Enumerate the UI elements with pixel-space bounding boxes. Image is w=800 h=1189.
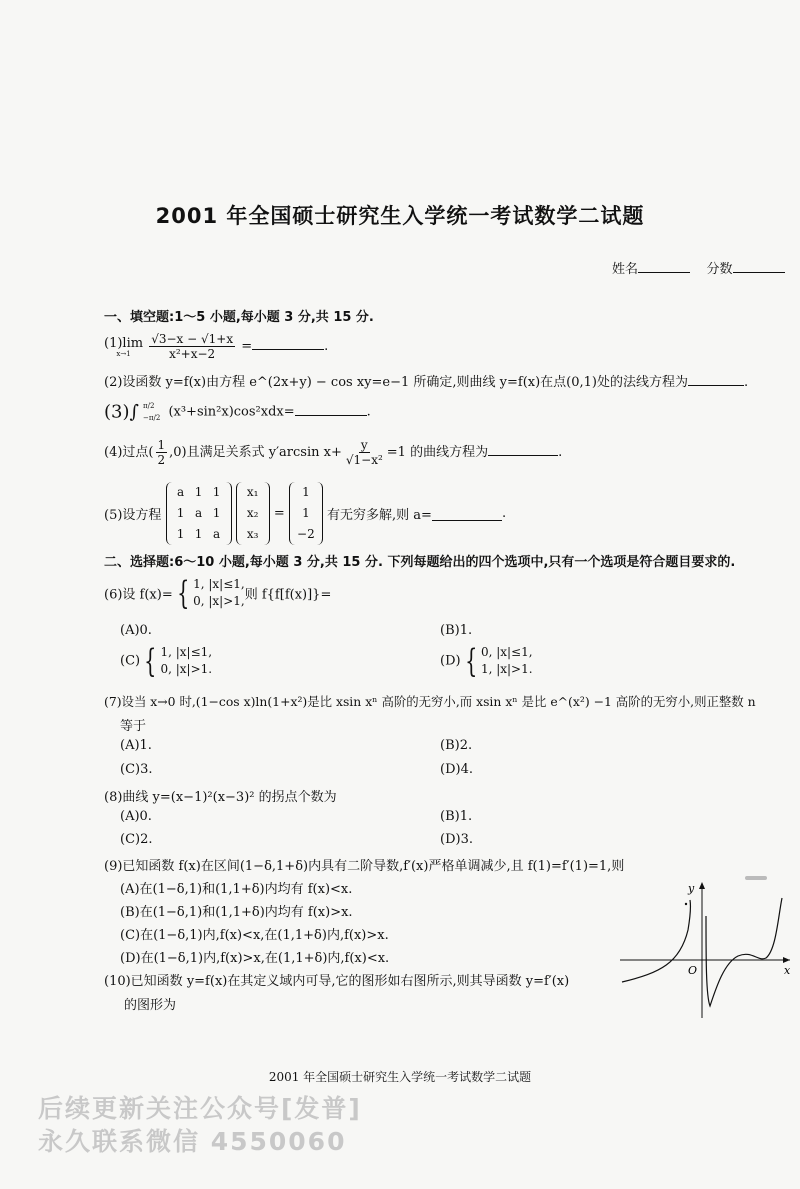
q5-x3: x₃ bbox=[246, 527, 259, 541]
name-blank bbox=[638, 258, 690, 273]
q4-num: y bbox=[360, 438, 368, 452]
q1-numerator: √3−x − √1+x bbox=[151, 332, 234, 346]
q5-suffix: 有无穷多解,则 a= bbox=[327, 508, 432, 523]
question-8: (8)曲线 y=(x−1)²(x−3)² 的拐点个数为 bbox=[104, 790, 337, 805]
q8-option-d[interactable]: (D)3. bbox=[440, 832, 473, 847]
q6-brace: { bbox=[176, 574, 190, 612]
q5-rhs-vector bbox=[289, 482, 323, 545]
q8-option-b[interactable]: (B)1. bbox=[440, 809, 473, 824]
score-blank bbox=[733, 258, 785, 273]
q3-lower: −π/2 bbox=[143, 414, 161, 422]
q4-mid: ,0)且满足关系式 y′arcsin x+ bbox=[169, 445, 342, 460]
question-7-line2: 等于 bbox=[120, 719, 147, 734]
q4-prefix: (4)过点( bbox=[104, 445, 154, 460]
q6-option-b[interactable]: (B)1. bbox=[440, 623, 473, 638]
name-label: 姓名 bbox=[612, 262, 639, 277]
q2-blank bbox=[688, 371, 744, 386]
q9-option-b[interactable]: (B)在(1−δ,1)和(1,1+δ)内均有 f(x)>x. bbox=[120, 905, 353, 920]
q7-option-a[interactable]: (A)1. bbox=[120, 738, 152, 753]
q6-option-d-cases bbox=[481, 644, 533, 678]
graph-x-arrow bbox=[783, 957, 790, 963]
q6-option-c-case2: 0, |x|>1. bbox=[160, 662, 213, 676]
q1-lim-sub: x→1 bbox=[116, 350, 131, 358]
q5-m23: 1 bbox=[212, 506, 221, 520]
graph-y-label: y bbox=[688, 882, 695, 895]
question-4: (4)过点( $\frac{1}{2}$ ,0)且满足关系式 y′arcsin x+ $\frac{y}{\text{√1−x²}}$ =1 的曲线方程为 . bbox=[104, 438, 563, 467]
q5-prefix: (5)设方程 bbox=[104, 508, 162, 523]
q5-variable-vector bbox=[236, 482, 270, 545]
question-10-line2: 的图形为 bbox=[124, 998, 177, 1013]
q3-body: (x³+sin²x)cos²xdx= bbox=[168, 404, 295, 420]
q1-denominator: x²+x−2 bbox=[169, 347, 216, 361]
q5-blank bbox=[432, 506, 502, 521]
q9-option-d[interactable]: (D)在(1−δ,1)内,f(x)>x,在(1,1+δ)内,f(x)<x. bbox=[120, 951, 390, 966]
q7-option-b[interactable]: (B)2. bbox=[440, 738, 473, 753]
question-5: (5)设方程 a 1 1 1 a 1 1 1 a x₁ x₂ x₃ = 1 1 −2 有无穷多解,则 a= . bbox=[104, 482, 506, 545]
q6-option-c-cases bbox=[160, 644, 212, 678]
q1-blank bbox=[252, 335, 324, 350]
page-title: 2001 年全国硕士研究生入学统一考试数学二试题 bbox=[155, 204, 645, 228]
section2-heading: 二、选择题:6～10 小题,每小题 3 分,共 15 分. 下列每题给出的四个选项中,只有一个选项是符合题目要求的. bbox=[104, 555, 736, 570]
q5-b3: −2 bbox=[297, 527, 315, 541]
q6-option-c-case1: 1, |x|≤1, bbox=[160, 645, 213, 659]
q6-cases bbox=[193, 576, 245, 610]
question-7-line1: (7)设当 x→0 时,(1−cos x)ln(1+x²)是比 xsin xⁿ 高阶的无穷小,而 xsin xⁿ 是比 e^(x²) −1 高阶的无穷小,则正整数 n bbox=[104, 694, 756, 709]
q4-point-den: 2 bbox=[157, 453, 166, 467]
q6-option-c-label: (C) bbox=[120, 653, 141, 669]
q8-option-a[interactable]: (A)0. bbox=[120, 809, 152, 824]
q3-blank bbox=[295, 401, 367, 416]
q5-m33: a bbox=[212, 527, 221, 541]
q4-blank bbox=[488, 441, 558, 456]
section1-heading: 一、填空题:1～5 小题,每小题 3 分,共 15 分. bbox=[104, 310, 374, 325]
question-2: (2)设函数 y=f(x)由方程 e^(2x+y) − cos xy=e−1 所确定,则曲线 y=f(x)在点(0,1)处的法线方程为 . bbox=[104, 371, 748, 390]
question-9: (9)已知函数 f(x)在区间(1−δ,1+δ)内具有二阶导数,f′(x)严格单调减少,且 f(1)=f′(1)=1,则 bbox=[104, 859, 625, 874]
score-label: 分数 bbox=[706, 262, 733, 277]
question-3: (3)∫ π/2 −π/2 (x³+sin²x)cos²xdx= . bbox=[104, 401, 371, 423]
q1-fraction bbox=[149, 332, 235, 361]
q5-m32: 1 bbox=[194, 527, 203, 541]
q1-lim: (1)lim bbox=[104, 336, 144, 351]
graph-origin-label: O bbox=[688, 964, 698, 977]
q2-text: (2)设函数 y=f(x)由方程 e^(2x+y) − cos xy=e−1 所确定,则曲线 y=f(x)在点(0,1)处的法线方程为 bbox=[104, 375, 689, 390]
q5-m31: 1 bbox=[176, 527, 185, 541]
q5-coefficient-matrix bbox=[166, 482, 232, 545]
q4-suffix: =1 的曲线方程为 bbox=[386, 445, 489, 460]
q6-case2: 0, |x|>1, bbox=[193, 594, 245, 608]
q7-option-d[interactable]: (D)4. bbox=[440, 762, 473, 777]
q1-suffix: = bbox=[241, 339, 253, 354]
q4-fraction bbox=[344, 438, 385, 467]
watermark-line1: 后续更新关注公众号[发普] bbox=[38, 1094, 362, 1123]
q9-option-c[interactable]: (C)在(1−δ,1)内,f(x)<x,在(1,1+δ)内,f(x)>x. bbox=[120, 928, 389, 943]
graph-right-branch bbox=[706, 898, 782, 1006]
q5-m21: 1 bbox=[176, 506, 185, 520]
q10-function-graph bbox=[620, 878, 795, 1023]
q5-m22: a bbox=[194, 506, 203, 520]
q7-option-c[interactable]: (C)3. bbox=[120, 762, 153, 777]
q6-option-a[interactable]: (A)0. bbox=[120, 623, 152, 638]
graph-left-branch bbox=[622, 900, 690, 982]
q6-option-c[interactable] bbox=[120, 644, 212, 678]
q6-option-c-brace: { bbox=[144, 642, 157, 680]
graph-x-label: x bbox=[784, 964, 791, 977]
q5-m13: 1 bbox=[212, 485, 221, 499]
question-1: (1)lim x→1 $\frac{√3-x - √1+x}{\text{x²+x−2}}$ = . bbox=[104, 332, 329, 361]
q5-x1: x₁ bbox=[246, 485, 259, 499]
graph-open-point bbox=[685, 903, 687, 905]
q6-option-d-case1: 0, |x|≤1, bbox=[480, 645, 533, 659]
q6-option-d-label: (D) bbox=[440, 653, 461, 669]
q6-suffix: 则 f{f[f(x)]}= bbox=[244, 587, 332, 603]
q5-b1: 1 bbox=[302, 485, 310, 499]
q6-option-d-case2: 1, |x|>1. bbox=[480, 662, 533, 676]
q3-upper: π/2 bbox=[143, 402, 155, 410]
q4-point-fraction bbox=[156, 438, 168, 467]
q6-option-d-brace: { bbox=[464, 642, 477, 680]
watermark-line2: 永久联系微信 4550060 bbox=[38, 1127, 347, 1156]
q3-integral: (3)∫ bbox=[104, 401, 139, 423]
q5-m12: 1 bbox=[194, 485, 203, 499]
question-10-line1: (10)已知函数 y=f(x)在其定义域内可导,它的图形如右图所示,则其导函数 y=f′(x) bbox=[104, 974, 570, 989]
name-score-line bbox=[612, 258, 785, 277]
q9-option-a[interactable]: (A)在(1−δ,1)和(1,1+δ)内均有 f(x)<x. bbox=[120, 882, 353, 897]
question-6 bbox=[104, 576, 331, 610]
q6-option-d[interactable] bbox=[440, 644, 533, 678]
q8-option-c[interactable]: (C)2. bbox=[120, 832, 153, 847]
q5-b2: 1 bbox=[302, 506, 310, 520]
q4-point-num: 1 bbox=[157, 438, 166, 452]
q5-m11: a bbox=[176, 485, 185, 499]
q4-den: √1−x² bbox=[345, 453, 383, 467]
page-footer: 2001 年全国硕士研究生入学统一考试数学二试题 bbox=[268, 1070, 532, 1084]
graph-y-arrow bbox=[699, 882, 705, 889]
q5-x2: x₂ bbox=[246, 506, 259, 520]
q6-prefix: (6)设 f(x)= bbox=[104, 587, 173, 603]
q6-case1: 1, |x|≤1, bbox=[193, 577, 245, 591]
